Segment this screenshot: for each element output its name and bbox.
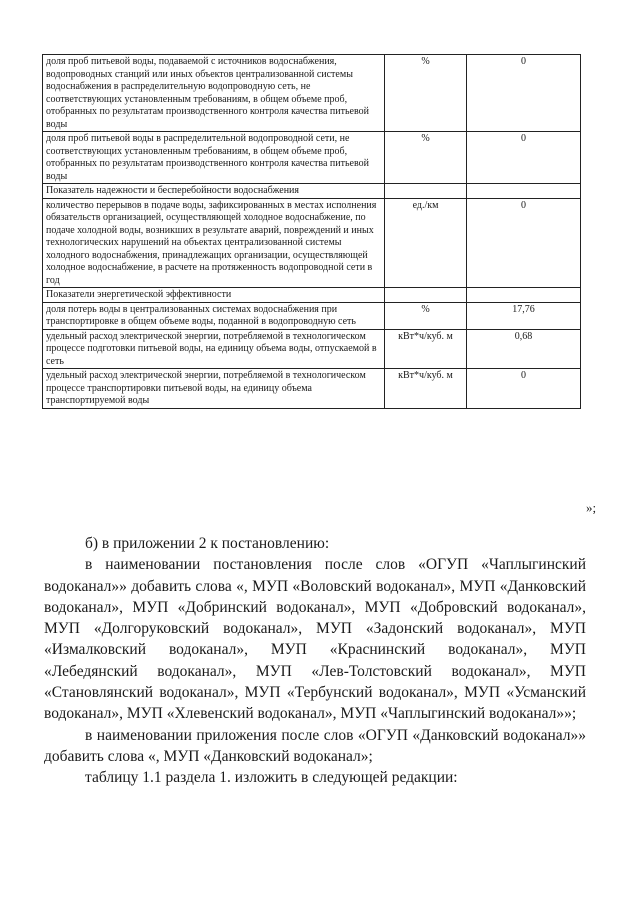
indicator-unit: кВт*ч/куб. м [385, 329, 467, 369]
amendment-text [44, 533, 586, 789]
indicator-description: удельный расход электрической энергии, потребляемой в технологическом процессе подготовки питьевой воды, на единицу объема воды, отпускаемой в сеть [43, 329, 385, 369]
table-row [43, 329, 581, 369]
table-row [43, 369, 581, 409]
indicator-description: количество перерывов в подаче воды, зафиксированных в местах исполнения обязательств организацией, осуществляющей холодное водоснабжение, по подаче холодной воды, возникших в результате аварий, повреждений и иных технологических нарушений на объектах централизованной системы холодного водоснабжения, принадлежащих организации, осуществляющей холодное водоснабжение, в расчете на протяженность водопроводной сети в год [43, 198, 385, 288]
indicator-value: 0 [467, 198, 581, 288]
table-row [43, 302, 581, 329]
paragraph-table-intro: таблицу 1.1 раздела 1. изложить в следующей редакции: [85, 769, 458, 787]
indicator-unit [385, 288, 467, 303]
indicator-value: 0 [467, 369, 581, 409]
indicators-table-body [43, 55, 581, 409]
section-heading: Показатель надежности и бесперебойности водоснабжения [43, 184, 385, 199]
paragraph-resolution-title: в наименовании постановления после слов «ОГУП «Чаплыгинский водоканал»» добавить слова «, МУП «Воловский водоканал», МУП «Данковский водоканал», МУП «Добринский водоканал», МУП «Добровский водоканал», МУП «Долгоруковский водоканал», МУП «Задонский водоканал», МУП «Измалковский водоканал», МУП «Краснинский водоканал», МУП «Лебедянский водоканал», МУП «Лев-Толстовский водоканал», МУП «Становлянский водоканал», МУП «Тербунский водоканал», МУП «Усманский водоканал», МУП «Хлевенский водоканал», МУП «Чаплыгинский водоканал»»; [44, 556, 586, 723]
indicator-description: доля потерь воды в централизованных системах водоснабжения при транспортировке в общем объеме воды, поданной в водопроводную сеть [43, 302, 385, 329]
table-row [43, 55, 581, 132]
indicator-value: 0,68 [467, 329, 581, 369]
indicator-description: доля проб питьевой воды в распределительной водопроводной сети, не соответствующих установленным требованиям, в общем объеме проб, отобранных по результатам производственного контроля качества питьевой воды [43, 132, 385, 184]
indicator-unit: % [385, 302, 467, 329]
table-end-mark: »; [586, 500, 597, 515]
indicator-unit: % [385, 55, 467, 132]
table-row [43, 198, 581, 288]
indicator-description: удельный расход электрической энергии, потребляемой в технологическом процессе транспортировки питьевой воды, на единицу объема транспортируемой воды [43, 369, 385, 409]
table-section-row [43, 288, 581, 303]
indicators-table [42, 54, 581, 409]
indicator-unit: ед./км [385, 198, 467, 288]
indicator-unit: кВт*ч/куб. м [385, 369, 467, 409]
table-row [43, 132, 581, 184]
table-section-row [43, 184, 581, 199]
indicator-unit: % [385, 132, 467, 184]
section-heading: Показатели энергетической эффективности [43, 288, 385, 303]
indicator-value: 0 [467, 132, 581, 184]
indicator-description: доля проб питьевой воды, подаваемой с источников водоснабжения, водопроводных станций или иных объектов централизованной системы водоснабжения в распределительную водопроводную сеть, не соответствующих установленным требованиям, в общем объеме проб, отобранных по результатам производственного контроля качества питьевой воды [43, 55, 385, 132]
paragraph-b: б) в приложении 2 к постановлению: [85, 535, 330, 552]
indicator-value: 0 [467, 55, 581, 132]
indicator-value [467, 184, 581, 199]
paragraph-appendix-title: в наименовании приложения после слов «ОГУП «Данковский водоканал»» добавить слова «, МУП «Данковский водоканал»; [44, 726, 586, 765]
indicator-unit [385, 184, 467, 199]
indicator-value [467, 288, 581, 303]
indicator-value: 17,76 [467, 302, 581, 329]
